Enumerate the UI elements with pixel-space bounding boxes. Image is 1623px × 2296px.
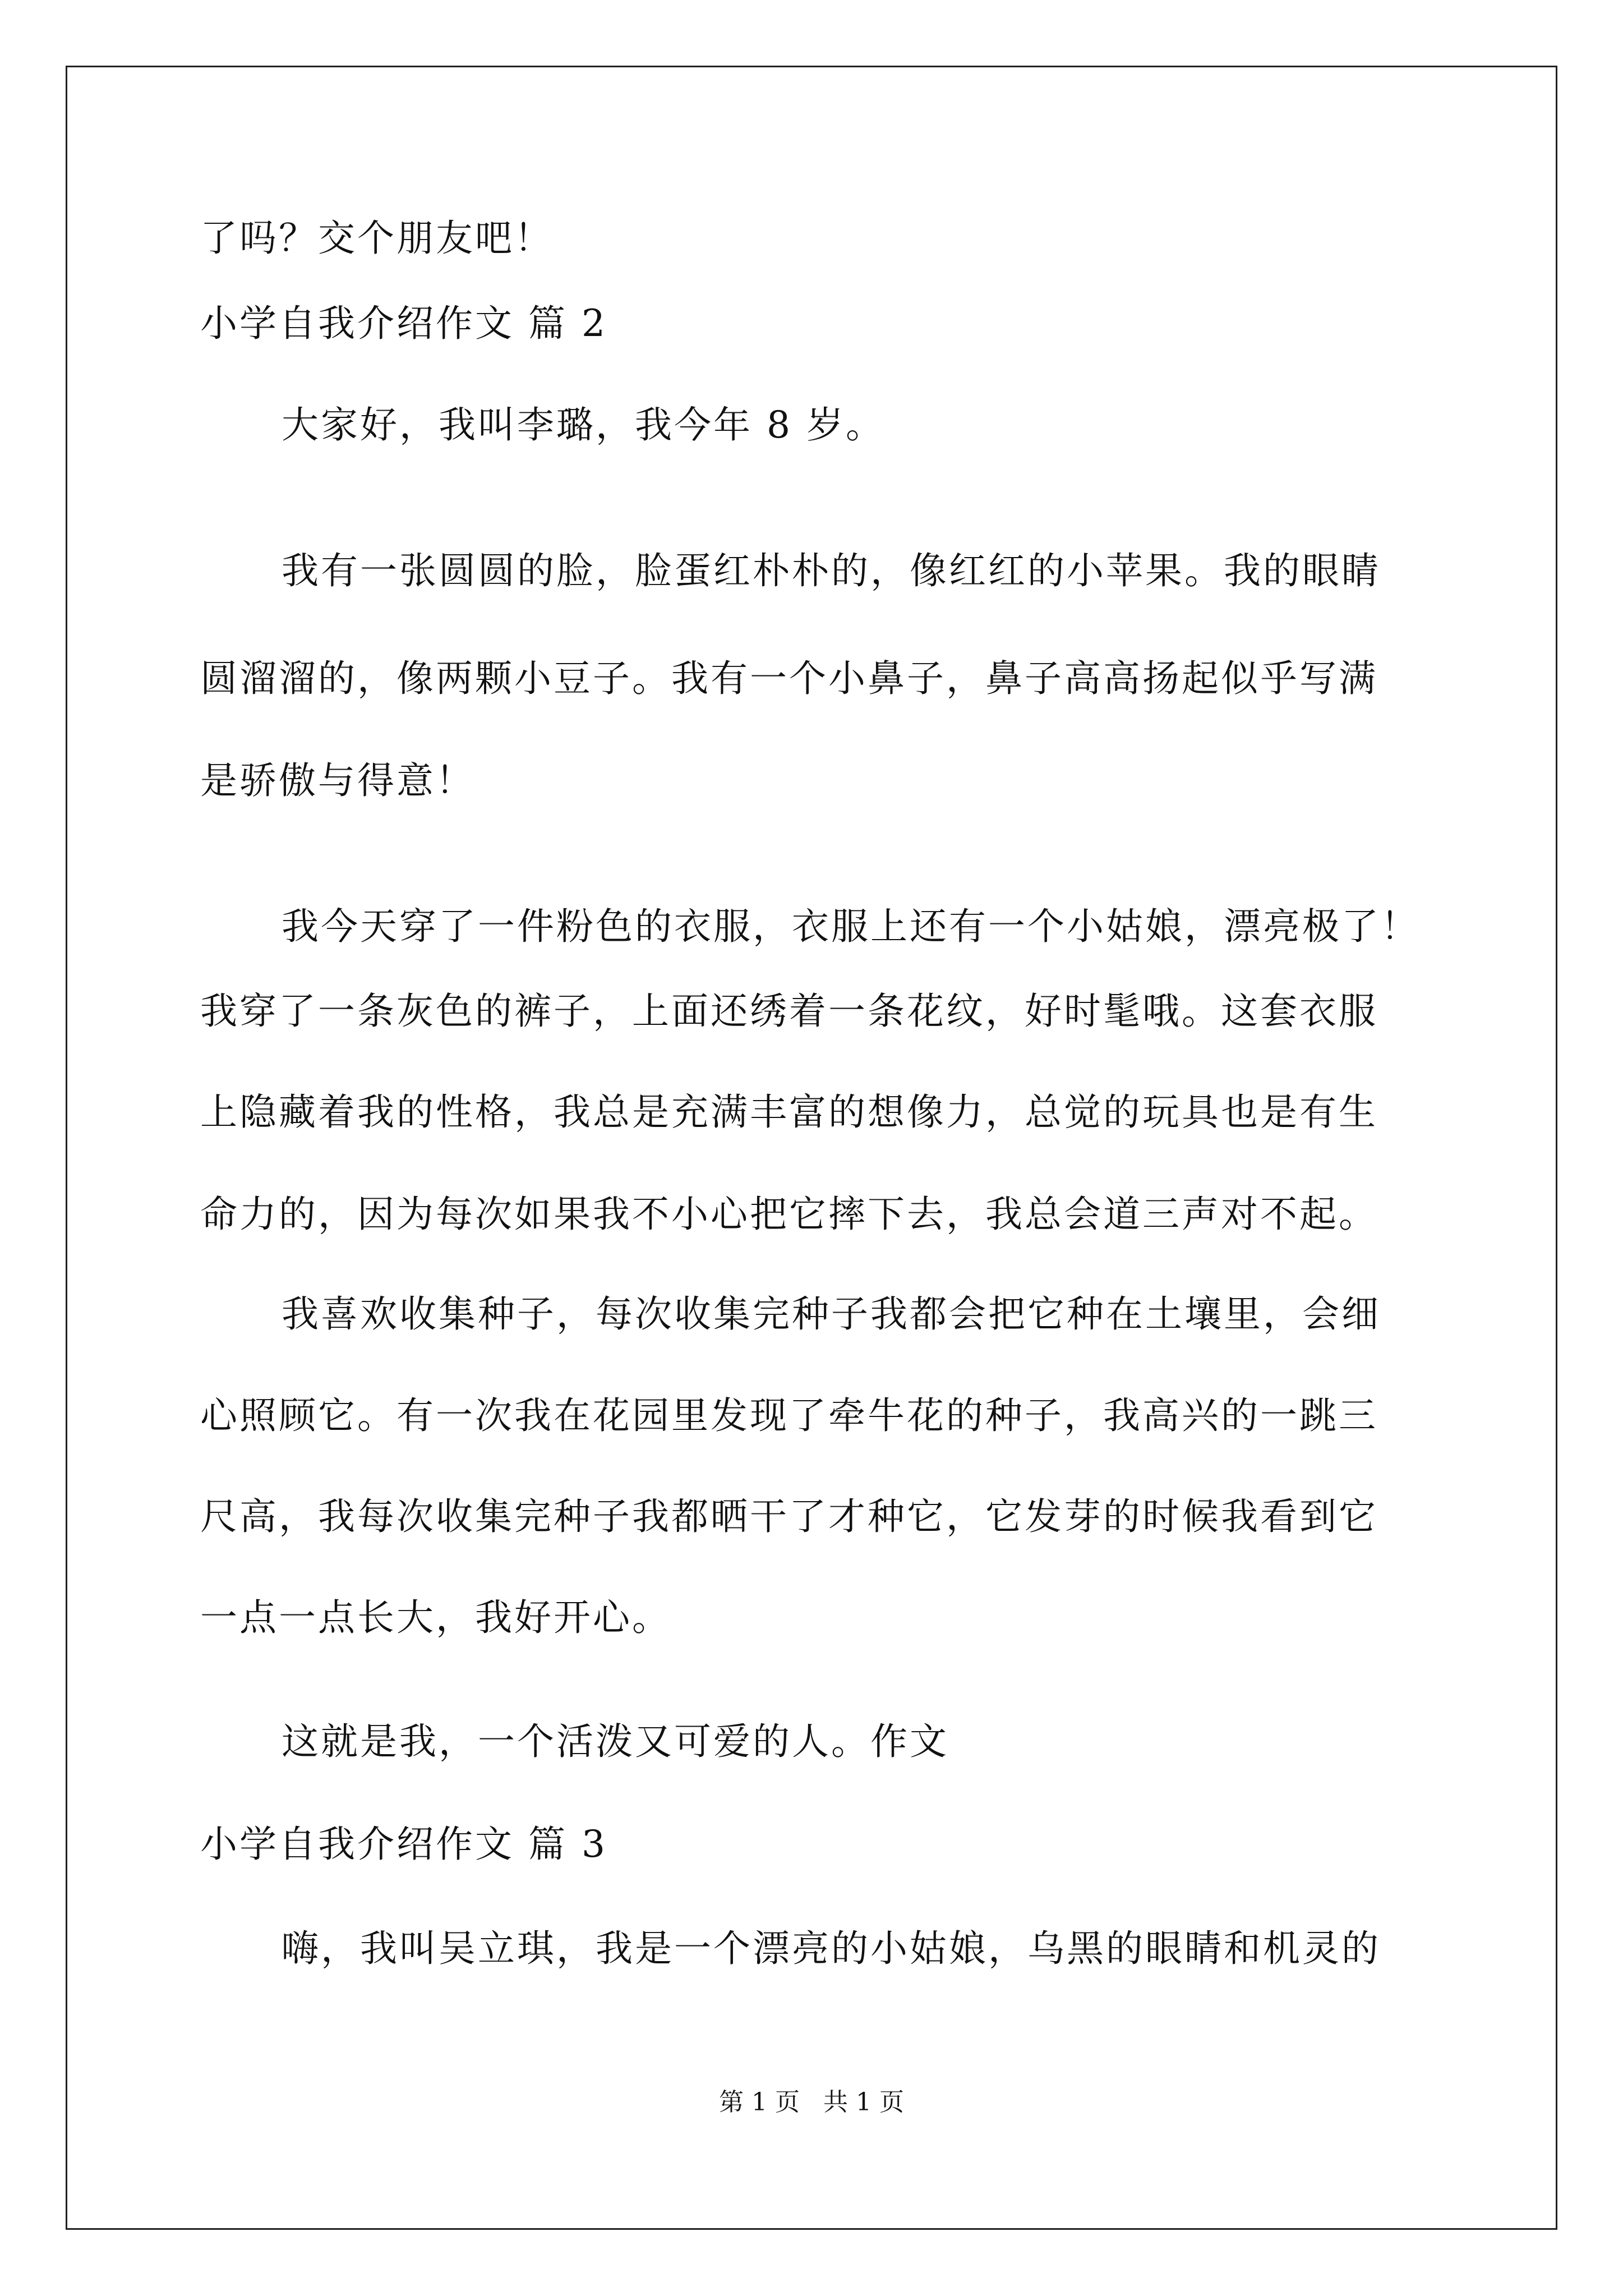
text-line: 圆溜溜的，像两颗小豆子。我有一个小鼻子，鼻子高高扬起似乎写满 xyxy=(200,657,1378,700)
section-heading: 小学自我介绍作文 篇 2 xyxy=(200,302,607,345)
page-border xyxy=(66,66,1557,2230)
text-line: 一点一点长大，我好开心。 xyxy=(200,1596,671,1639)
text-line: 尺高，我每次收集完种子我都晒干了才种它，它发芽的时候我看到它 xyxy=(200,1495,1378,1538)
page-number: 第 1 页 xyxy=(719,2088,800,2116)
text-line: 我今天穿了一件粉色的衣服，衣服上还有一个小姑娘，漂亮极了！ xyxy=(282,905,1420,948)
text-line: 大家好，我叫李璐，我今年 8 岁。 xyxy=(282,403,885,447)
page-footer xyxy=(0,2087,1623,2118)
text-line: 了吗？交个朋友吧！ xyxy=(200,217,554,260)
text-line: 命力的，因为每次如果我不小心把它摔下去，我总会道三声对不起。 xyxy=(200,1193,1378,1236)
text-line: 这就是我，一个活泼又可爱的人。作文 xyxy=(282,1720,949,1763)
text-line: 我喜欢收集种子，每次收集完种子我都会把它种在土壤里，会细 xyxy=(282,1292,1381,1336)
text-line: 是骄傲与得意！ xyxy=(200,759,475,802)
page-total: 共 1 页 xyxy=(823,2088,904,2116)
text-line: 心照顾它。有一次我在花园里发现了牵牛花的种子，我高兴的一跳三 xyxy=(200,1394,1378,1437)
section-heading: 小学自我介绍作文 篇 3 xyxy=(200,1823,607,1866)
text-line: 上隐藏着我的性格，我总是充满丰富的想像力，总觉的玩具也是有生 xyxy=(200,1091,1378,1134)
text-line: 我有一张圆圆的脸，脸蛋红朴朴的，像红红的小苹果。我的眼睛 xyxy=(282,549,1381,592)
text-line: 嗨，我叫吴立琪，我是一个漂亮的小姑娘，乌黑的眼睛和机灵的 xyxy=(282,1927,1381,1970)
text-line: 我穿了一条灰色的裤子，上面还绣着一条花纹，好时髦哦。这套衣服 xyxy=(200,990,1378,1033)
